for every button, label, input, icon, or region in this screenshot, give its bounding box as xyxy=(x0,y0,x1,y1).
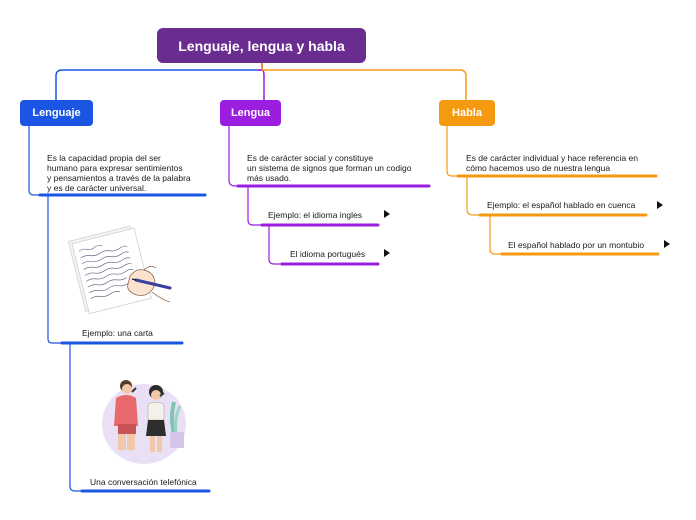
lengua-def-line: un sistema de signos que forman un codigo xyxy=(247,163,412,173)
habla-definition[interactable] xyxy=(466,153,638,173)
node-habla[interactable] xyxy=(439,100,495,126)
handwritten-letter-illustration xyxy=(66,218,174,318)
lenguaje-example-phone[interactable]: Una conversación telefónica xyxy=(90,477,197,487)
node-lenguaje-label: Lenguaje xyxy=(32,107,81,119)
lenguaje-example-letter[interactable]: Ejemplo: una carta xyxy=(82,328,153,338)
expand-arrow-icon[interactable] xyxy=(657,201,663,209)
expand-arrow-icon[interactable] xyxy=(384,249,390,257)
lenguaje-def-line: Es la capacidad propia del ser xyxy=(47,153,161,163)
expand-arrow-icon[interactable] xyxy=(664,240,670,248)
node-lenguaje[interactable] xyxy=(20,100,93,126)
phone-call-illustration xyxy=(96,372,192,466)
lengua-example-1[interactable]: Ejemplo: el idioma ingles xyxy=(268,210,363,220)
lengua-definition[interactable] xyxy=(247,153,411,183)
habla-example-2[interactable]: El español hablado por un montubio xyxy=(508,240,645,250)
expand-arrow-icon[interactable] xyxy=(384,210,390,218)
root-title: Lenguaje, lengua y habla xyxy=(178,37,345,54)
lengua-example-2[interactable]: El idioma portugués xyxy=(290,249,366,259)
habla-def-line: Es de carácter individual y hace referencia en xyxy=(466,153,638,163)
root-node[interactable] xyxy=(157,28,366,63)
node-lengua[interactable] xyxy=(220,100,281,126)
lengua-def-line: más usado. xyxy=(247,173,291,183)
habla-example-1[interactable]: Ejemplo: el español hablado en cuenca xyxy=(487,200,636,210)
lenguaje-def-line: y es de carácter universal. xyxy=(47,183,147,193)
node-lengua-label: Lengua xyxy=(230,107,271,119)
habla-def-line: cómo hacemos uso de nuestra lengua xyxy=(466,163,611,173)
lenguaje-def-line: humano para expresar sentimientos xyxy=(47,163,183,173)
lenguaje-def-line: y pensamientos a través de la palabra xyxy=(47,173,191,183)
node-habla-label: Habla xyxy=(452,107,482,119)
lengua-def-line: Es de carácter social y constituye xyxy=(247,153,374,163)
lenguaje-definition[interactable] xyxy=(47,153,191,193)
